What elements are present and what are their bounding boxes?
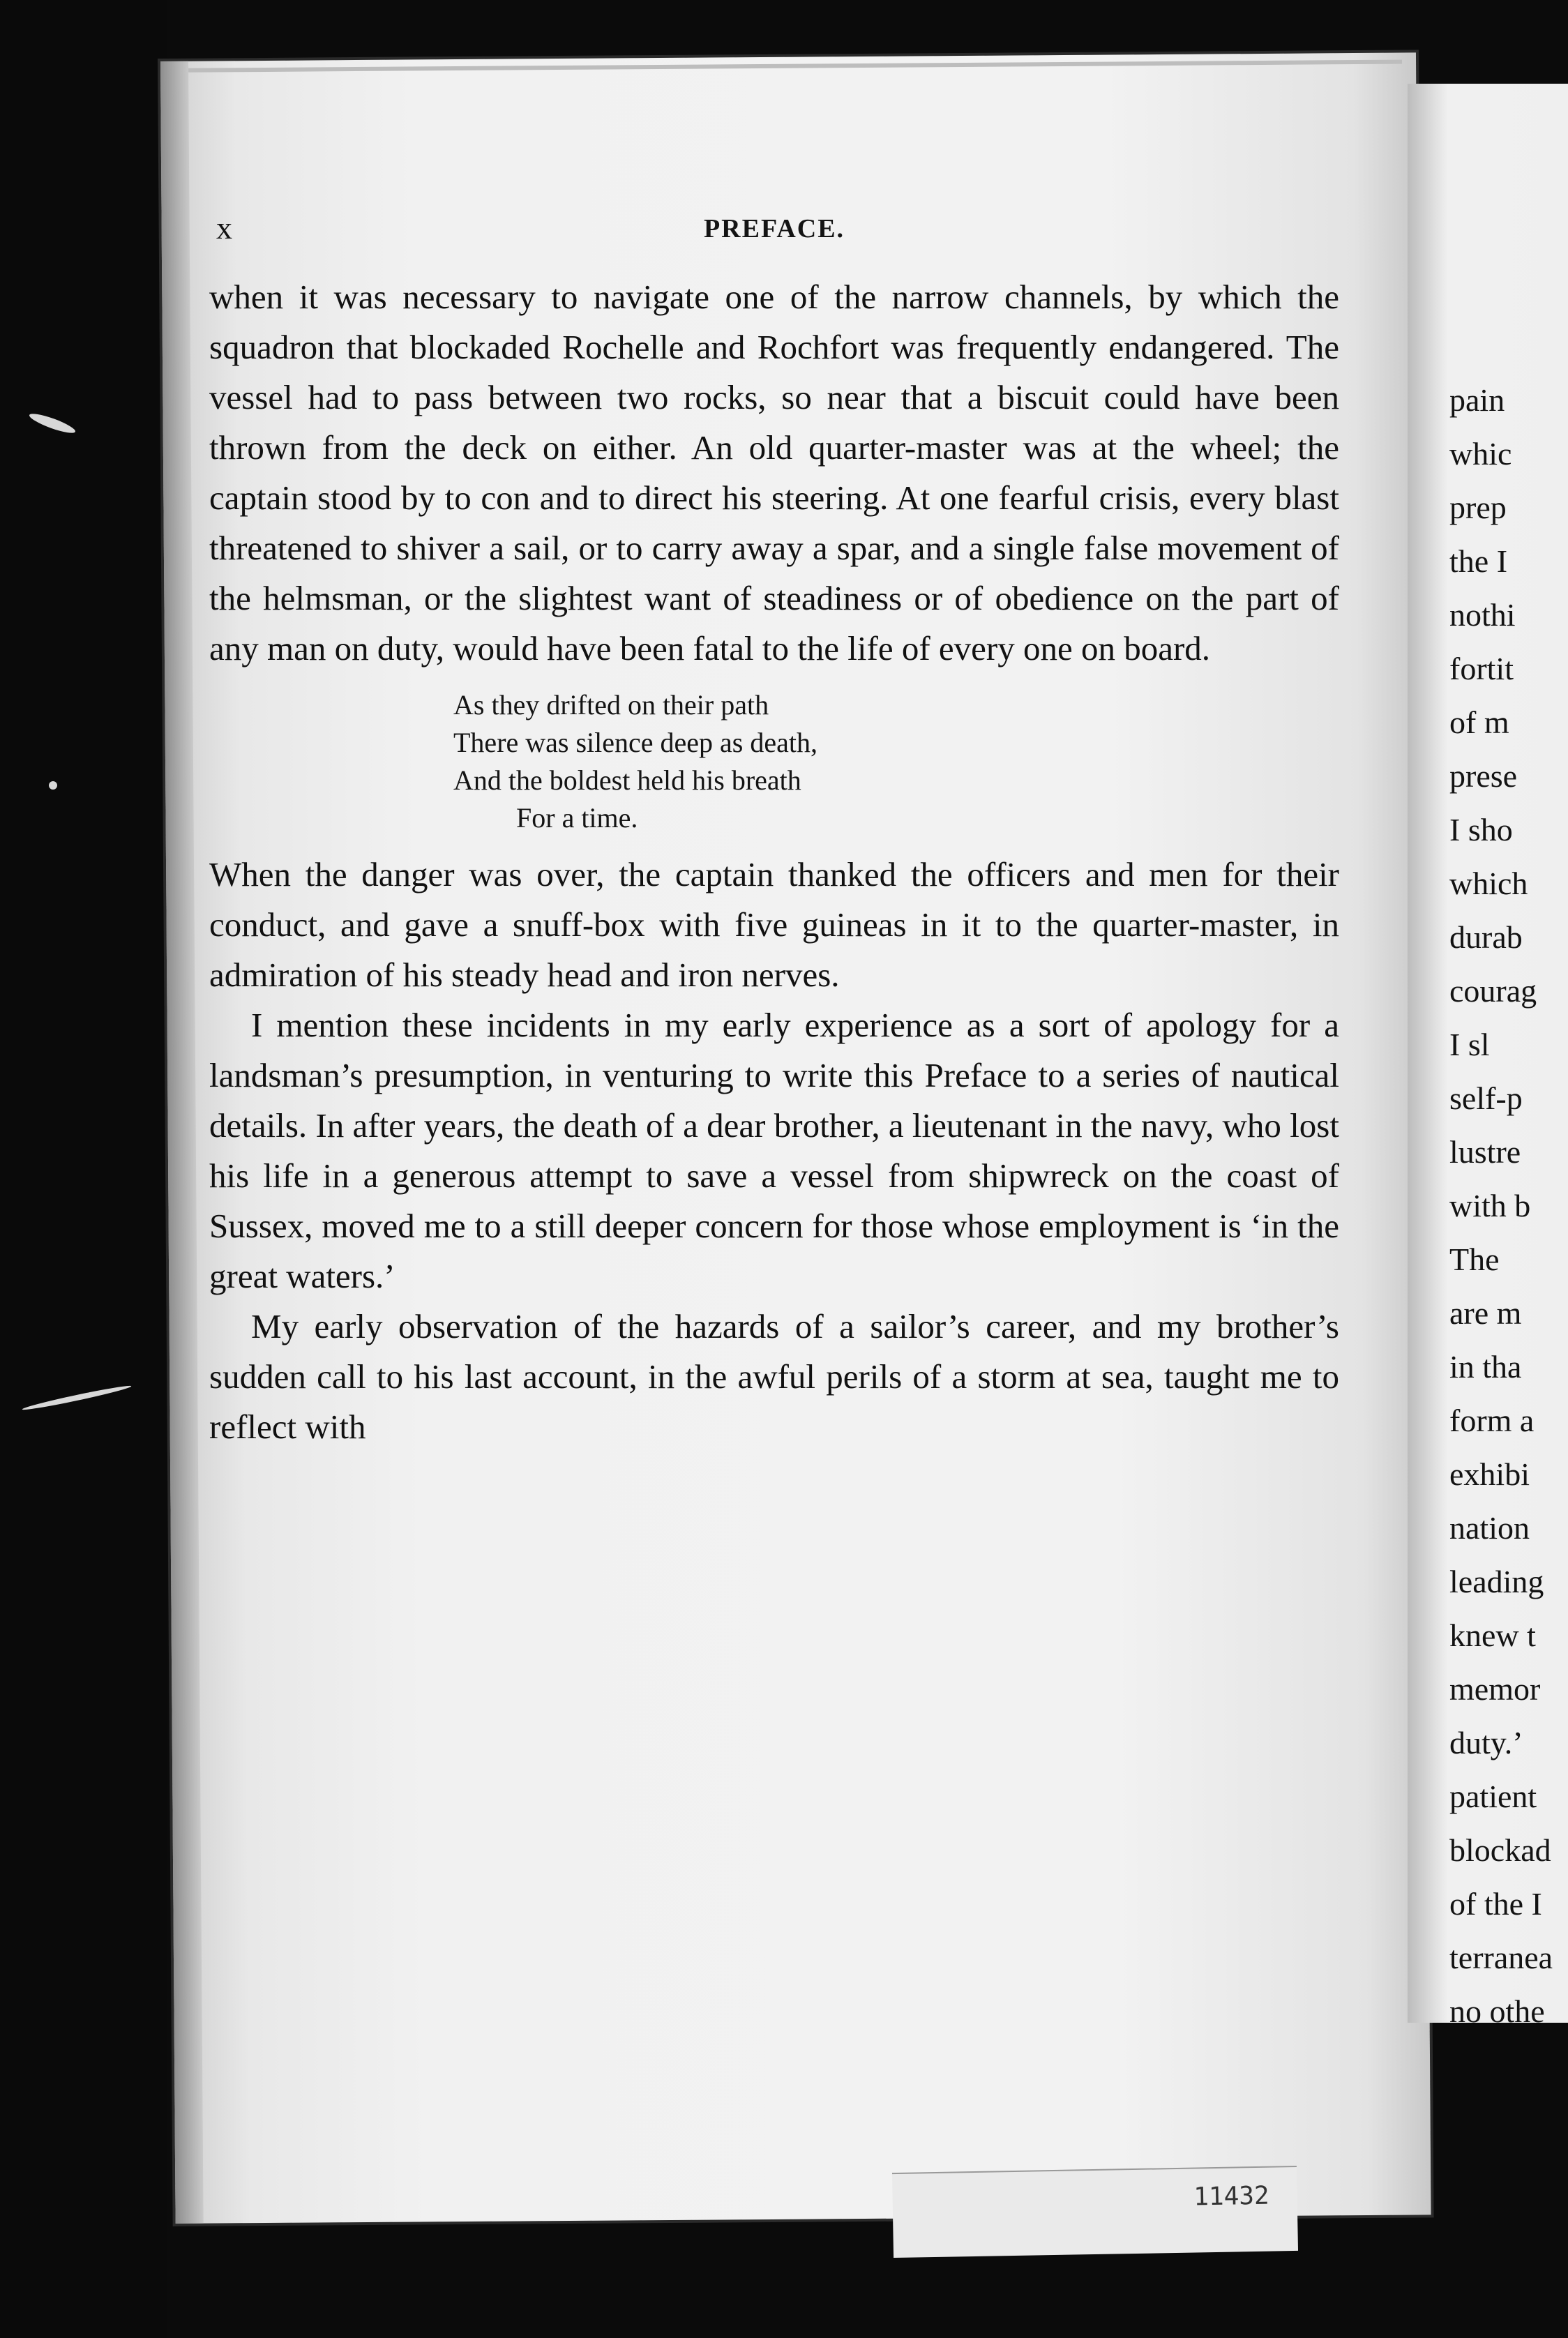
facing-line: I sho bbox=[1449, 812, 1513, 847]
facing-line: patient bbox=[1449, 1779, 1537, 1814]
facing-line: durab bbox=[1449, 919, 1523, 955]
paragraph-2: When the danger was over, the captain thanked the officers and men for their conduct, and gave a snuff-box with five guineas in it to the quarter-master, in admiration of his steady head and iron nerves. bbox=[209, 855, 1339, 994]
page-text bbox=[209, 209, 1339, 1452]
facing-line: whic bbox=[1449, 436, 1512, 472]
facing-line: form a bbox=[1449, 1403, 1535, 1438]
facing-line: duty.’ bbox=[1449, 1725, 1523, 1760]
facing-line: no othe bbox=[1449, 1993, 1545, 2023]
facing-line: are m bbox=[1449, 1295, 1522, 1331]
paragraph-1: when it was necessary to navigate one of the narrow channels, by which the squadron that blockaded Rochelle and Rochfort was frequently endangered. The vessel had to pass between two rocks, so near that a biscuit could have been thrown from the deck on either. An old quarter-master was at the wheel; the captain stood by to con and to direct his steering. At one fearful crisis, every blast threatened to shiver a sail, or to carry away a spar, and a single false movement of the helmsman, or the slightest want of steadiness or of obedience on the part of any man on duty, would have been fatal to the life of every one on board. bbox=[209, 278, 1339, 668]
tag-number: 11432 bbox=[1193, 2181, 1269, 2212]
facing-line: in tha bbox=[1449, 1349, 1522, 1385]
microfilm-border bbox=[0, 0, 167, 2338]
facing-line: prep bbox=[1449, 490, 1507, 525]
facing-line: pain bbox=[1449, 382, 1505, 418]
verse-line: For a time. bbox=[516, 802, 638, 834]
facing-line: prese bbox=[1449, 758, 1518, 794]
facing-line: leading bbox=[1449, 1564, 1544, 1599]
facing-page-text bbox=[1449, 373, 1553, 2023]
facing-line: self-p bbox=[1449, 1080, 1523, 1116]
facing-line: of the I bbox=[1449, 1886, 1542, 1922]
facing-line: terranea bbox=[1449, 1940, 1553, 1975]
page-number: x bbox=[216, 210, 232, 246]
dust-speck bbox=[49, 781, 57, 790]
page-header bbox=[209, 209, 1339, 272]
facing-line: which bbox=[1449, 866, 1528, 901]
facing-line: fortit bbox=[1449, 651, 1514, 686]
verse-line: And the boldest held his breath bbox=[453, 764, 801, 796]
facing-line: memor bbox=[1449, 1671, 1541, 1707]
facing-line: lustre bbox=[1449, 1134, 1521, 1170]
page-top-edge bbox=[188, 60, 1402, 73]
facing-line: I sl bbox=[1449, 1027, 1490, 1062]
facing-line: nation bbox=[1449, 1510, 1530, 1546]
facing-line: exhibi bbox=[1449, 1456, 1530, 1492]
library-tag bbox=[892, 2166, 1298, 2258]
facing-line: of m bbox=[1449, 704, 1509, 740]
facing-line: blockad bbox=[1449, 1832, 1551, 1868]
facing-page bbox=[1408, 84, 1568, 2023]
facing-line: the I bbox=[1449, 543, 1508, 579]
running-head: PREFACE. bbox=[703, 214, 845, 243]
facing-line: knew t bbox=[1449, 1617, 1536, 1653]
facing-line: nothi bbox=[1449, 597, 1516, 633]
facing-line: with b bbox=[1449, 1188, 1531, 1223]
verse-line: As they drifted on their path bbox=[453, 689, 769, 721]
verse-quote bbox=[453, 686, 1339, 837]
verse-line: There was silence deep as death, bbox=[453, 727, 817, 758]
paragraph-3: I mention these incidents in my early experience as a sort of apology for a landsman’s presumption, in venturing to write this Preface to a series of nautical details. In after years, the death of a dear brother, a lieutenant in the navy, who lost his life in a generous attempt to save a vessel from shipwreck on the coast of Sussex, moved me to a still deeper concern for those whose employment is ‘in the great waters.’ bbox=[209, 1006, 1339, 1295]
facing-line: courag bbox=[1449, 973, 1537, 1009]
facing-line: The bbox=[1449, 1242, 1500, 1277]
paragraph-4: My early observation of the hazards of a sailor’s career, and my brother’s sudden call to his last account, in the awful perils of a storm at sea, taught me to reflect with bbox=[209, 1307, 1339, 1446]
